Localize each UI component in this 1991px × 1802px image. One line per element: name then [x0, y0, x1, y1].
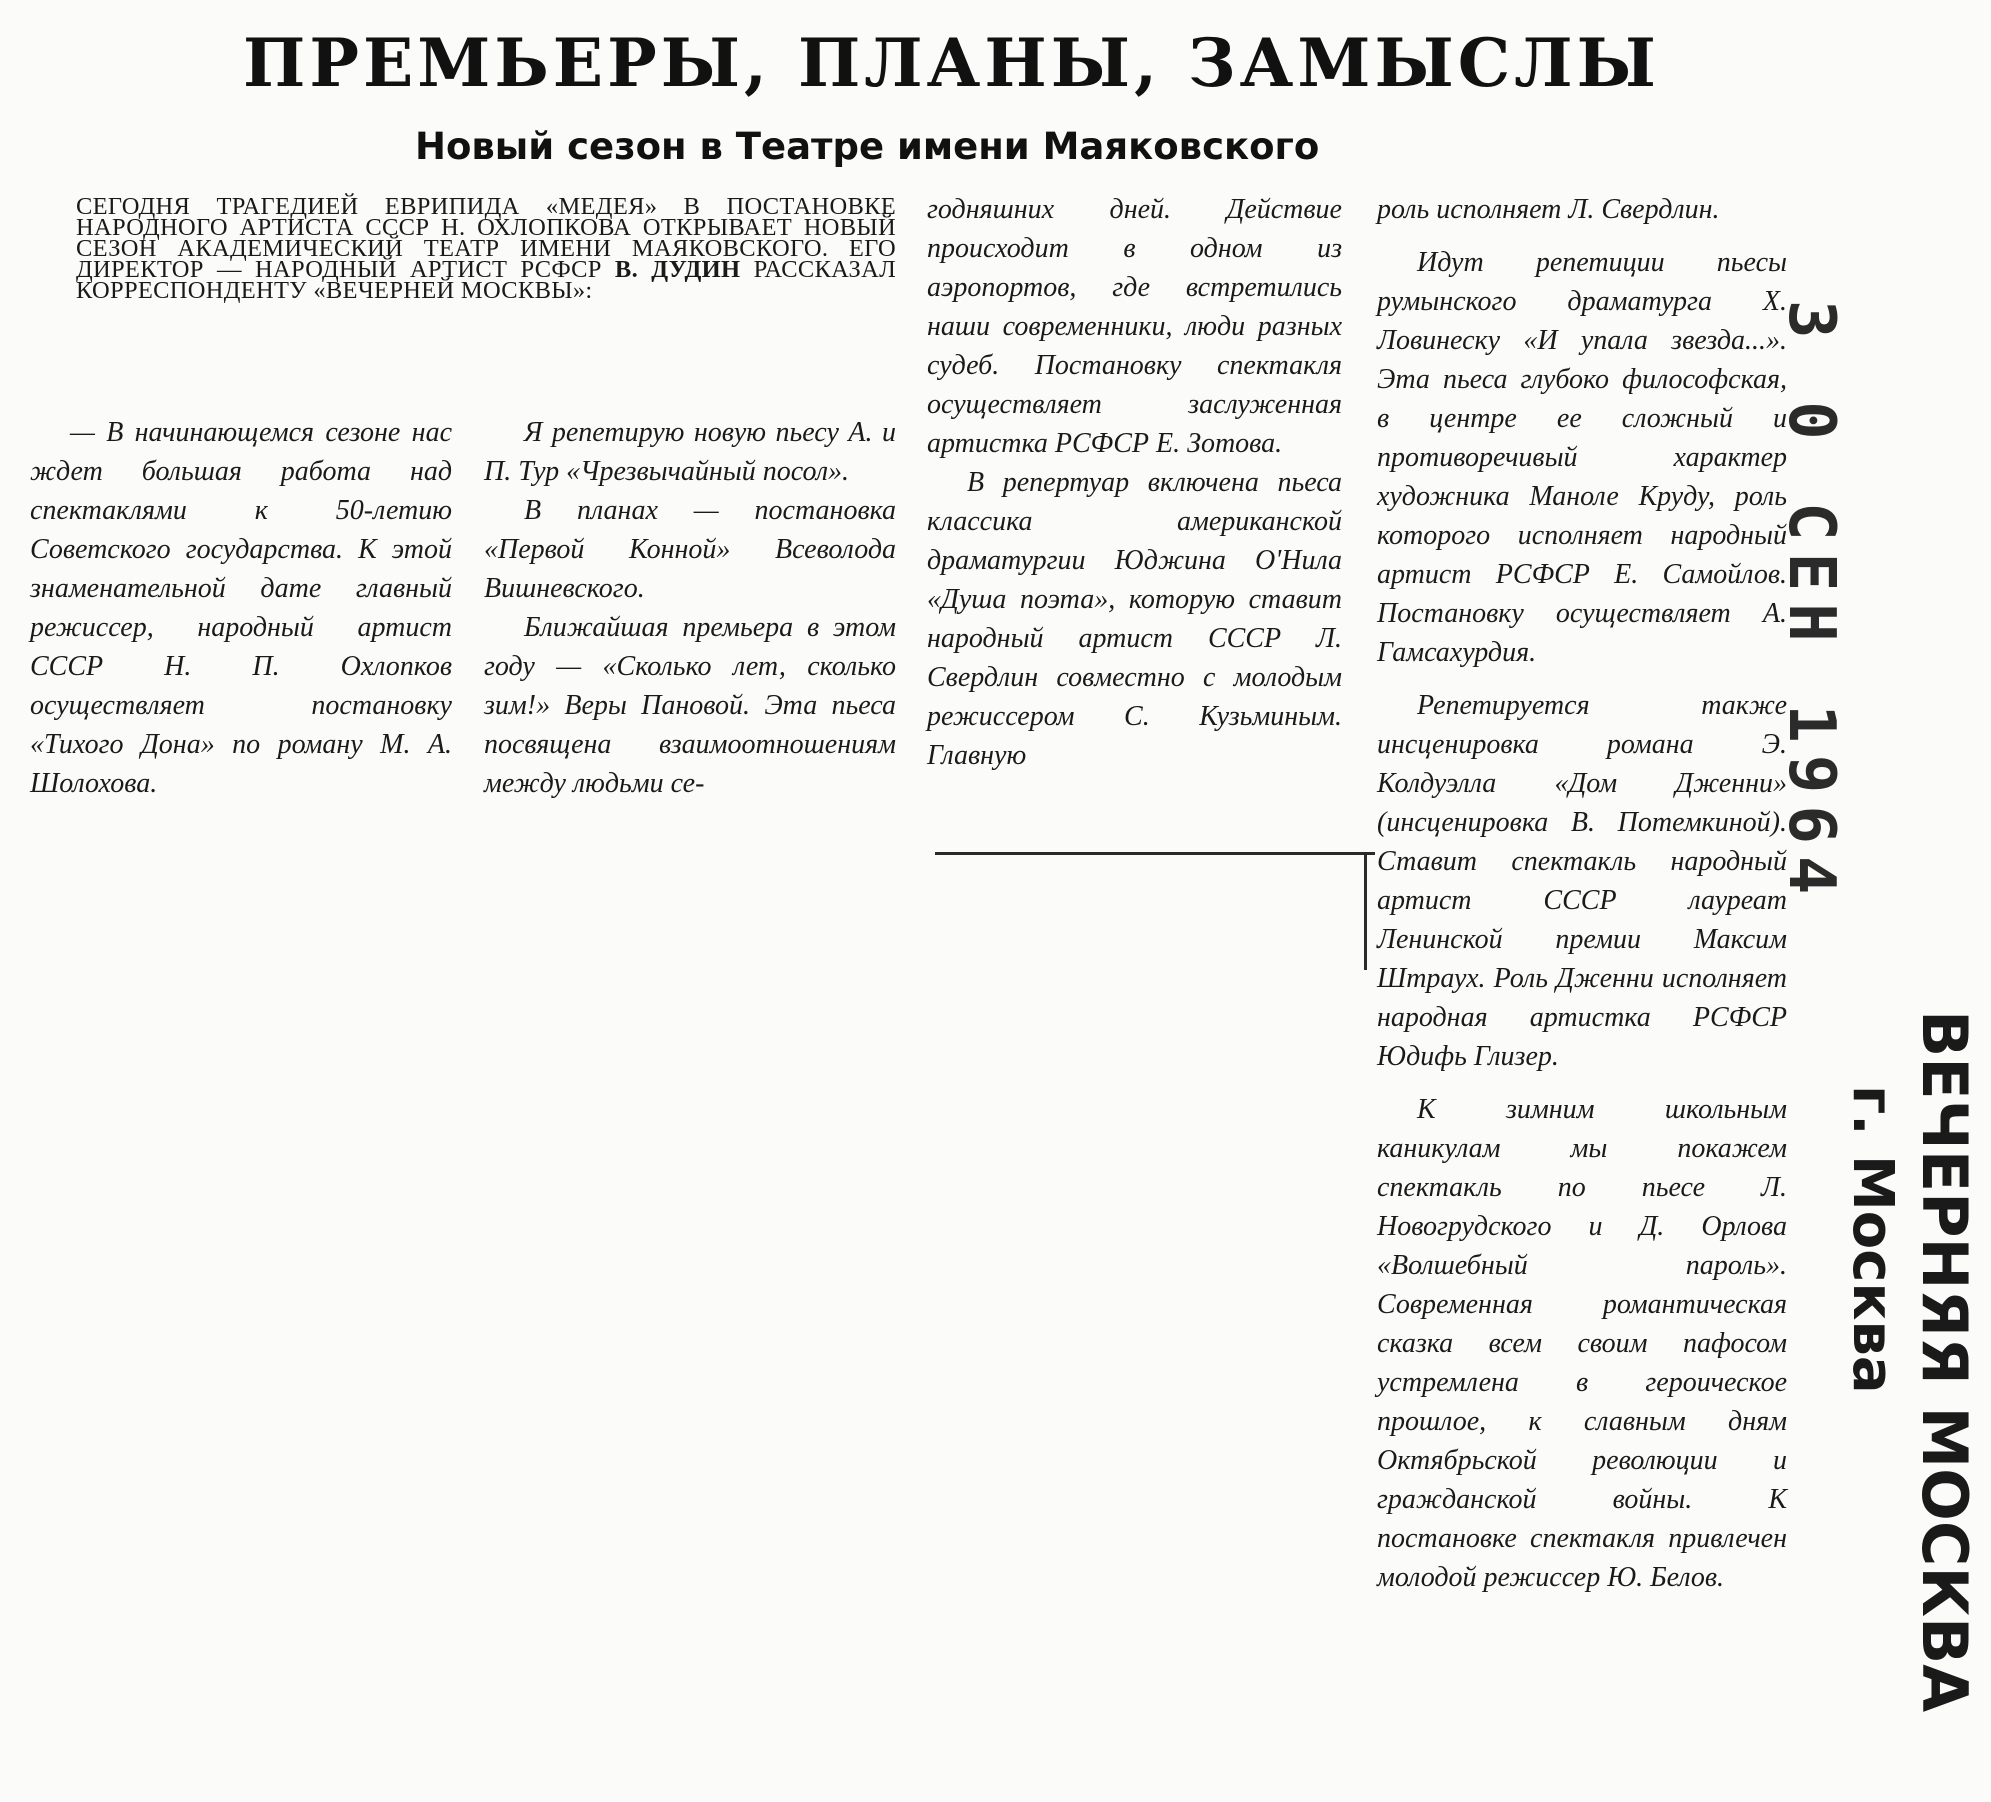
newspaper-name-stamp: ВЕЧЕРНЯЯ МОСКВА — [1908, 1010, 1981, 1713]
lead-paragraph — [76, 193, 896, 304]
text-column-2 — [484, 413, 896, 803]
paragraph: роль исполняет Л. Свердлин. — [1377, 194, 1720, 225]
paragraph: К зимним школьным каникулам мы покажем спектакль по пьесе Л. Новогрудского и Д. Орлова «Волшебный пароль». Современная романтическая сказка всем своим пафосом устремлена в героическое прошлое, к славным дням Октябрьской революции и гражданской войны. К постановке спектакля привлечен молодой режиссер Ю. Белов. — [1377, 1094, 1787, 1593]
text-column-1 — [30, 413, 452, 803]
lead-author: В. ДУДИН — [614, 256, 741, 283]
paragraph: Я репетирую новую пьесу А. и П. Тур «Чрезвычайный посол». — [484, 417, 896, 487]
paragraph: Идут репетиции пьесы румынского драматурга Х. Ловинеску «И упала звезда...». Эта пьеса глубоко философская, в центре ее сложный и противоречивый характер художника Маноле Круду, роль которого исполняет народный артист РСФСР Е. Самойлов. Постановку осуществляет А. Гамсахурдия. — [1377, 247, 1787, 668]
paragraph: В планах — постановка «Первой Конной» Всеволода Вишневского. — [484, 495, 896, 604]
date-stamp: 3 0 СЕН 1964 — [1774, 300, 1848, 907]
city-stamp: г. Москва — [1840, 1085, 1905, 1394]
subheadline: Новый сезон в Театре имени Маяковского — [415, 125, 1320, 168]
lead-text-end: РАССКАЗАЛ КОРРЕСПОНДЕНТУ «ВЕЧЕРНЕЙ МОСКВЫ»: — [76, 256, 896, 304]
text-column-4 — [1377, 190, 1787, 1597]
text-column-3 — [927, 190, 1342, 775]
lead-text: СЕГОДНЯ ТРАГЕДИЕЙ ЕВРИПИДА «МЕДЕЯ» В ПОСТАНОВКЕ НАРОДНОГО АРТИСТА СССР Н. ОХЛОПКОВА ОТКРЫВАЕТ НОВЫЙ СЕЗОН АКАДЕМИЧЕСКИЙ ТЕАТР ИМЕНИ МАЯКОВСКОГО. ЕГО ДИРЕКТОР — НАРОДНЫЙ АРТИСТ РСФСР — [76, 193, 896, 283]
column-divider-vertical — [1364, 852, 1367, 970]
paragraph: Ближайшая премьера в этом году — «Сколько лет, сколько зим!» Веры Пановой. Эта пьеса посвящена взаимоотношениям между людьми се- — [484, 612, 896, 799]
column-divider-horizontal — [935, 852, 1375, 855]
paragraph: В репертуар включена пьеса классика американской драматургии Юджина О'Нила «Душа поэта», которую ставит народный артист СССР Л. Свердлин совместно с молодым режиссером С. Кузьминым. Главную — [927, 467, 1342, 771]
paragraph: годняшних дней. Действие происходит в одном из аэропортов, где встретились наши современники, люди разных судеб. Постановку спектакля осуществляет заслуженная артистка РСФСР Е. Зотова. — [927, 194, 1342, 459]
headline: ПРЕМЬЕРЫ, ПЛАНЫ, ЗАМЫСЛЫ — [243, 24, 1660, 102]
paragraph: — В начинающемся сезоне нас ждет большая работа над спектаклями к 50-летию Советского государства. К этой знаменательной дате главный режиссер, народный артист СССР Н. П. Охлопков осуществляет постановку «Тихого Дона» по роману М. А. Шолохова. — [30, 417, 452, 799]
paragraph: Репетируется также инсценировка романа Э. Колдуэлла «Дом Дженни» (инсценировка В. Потемкиной). Ставит спектакль народный артист СССР лауреат Ленинской премии Максим Штраух. Роль Дженни исполняет народная артистка РСФСР Юдифь Глизер. — [1377, 690, 1787, 1072]
